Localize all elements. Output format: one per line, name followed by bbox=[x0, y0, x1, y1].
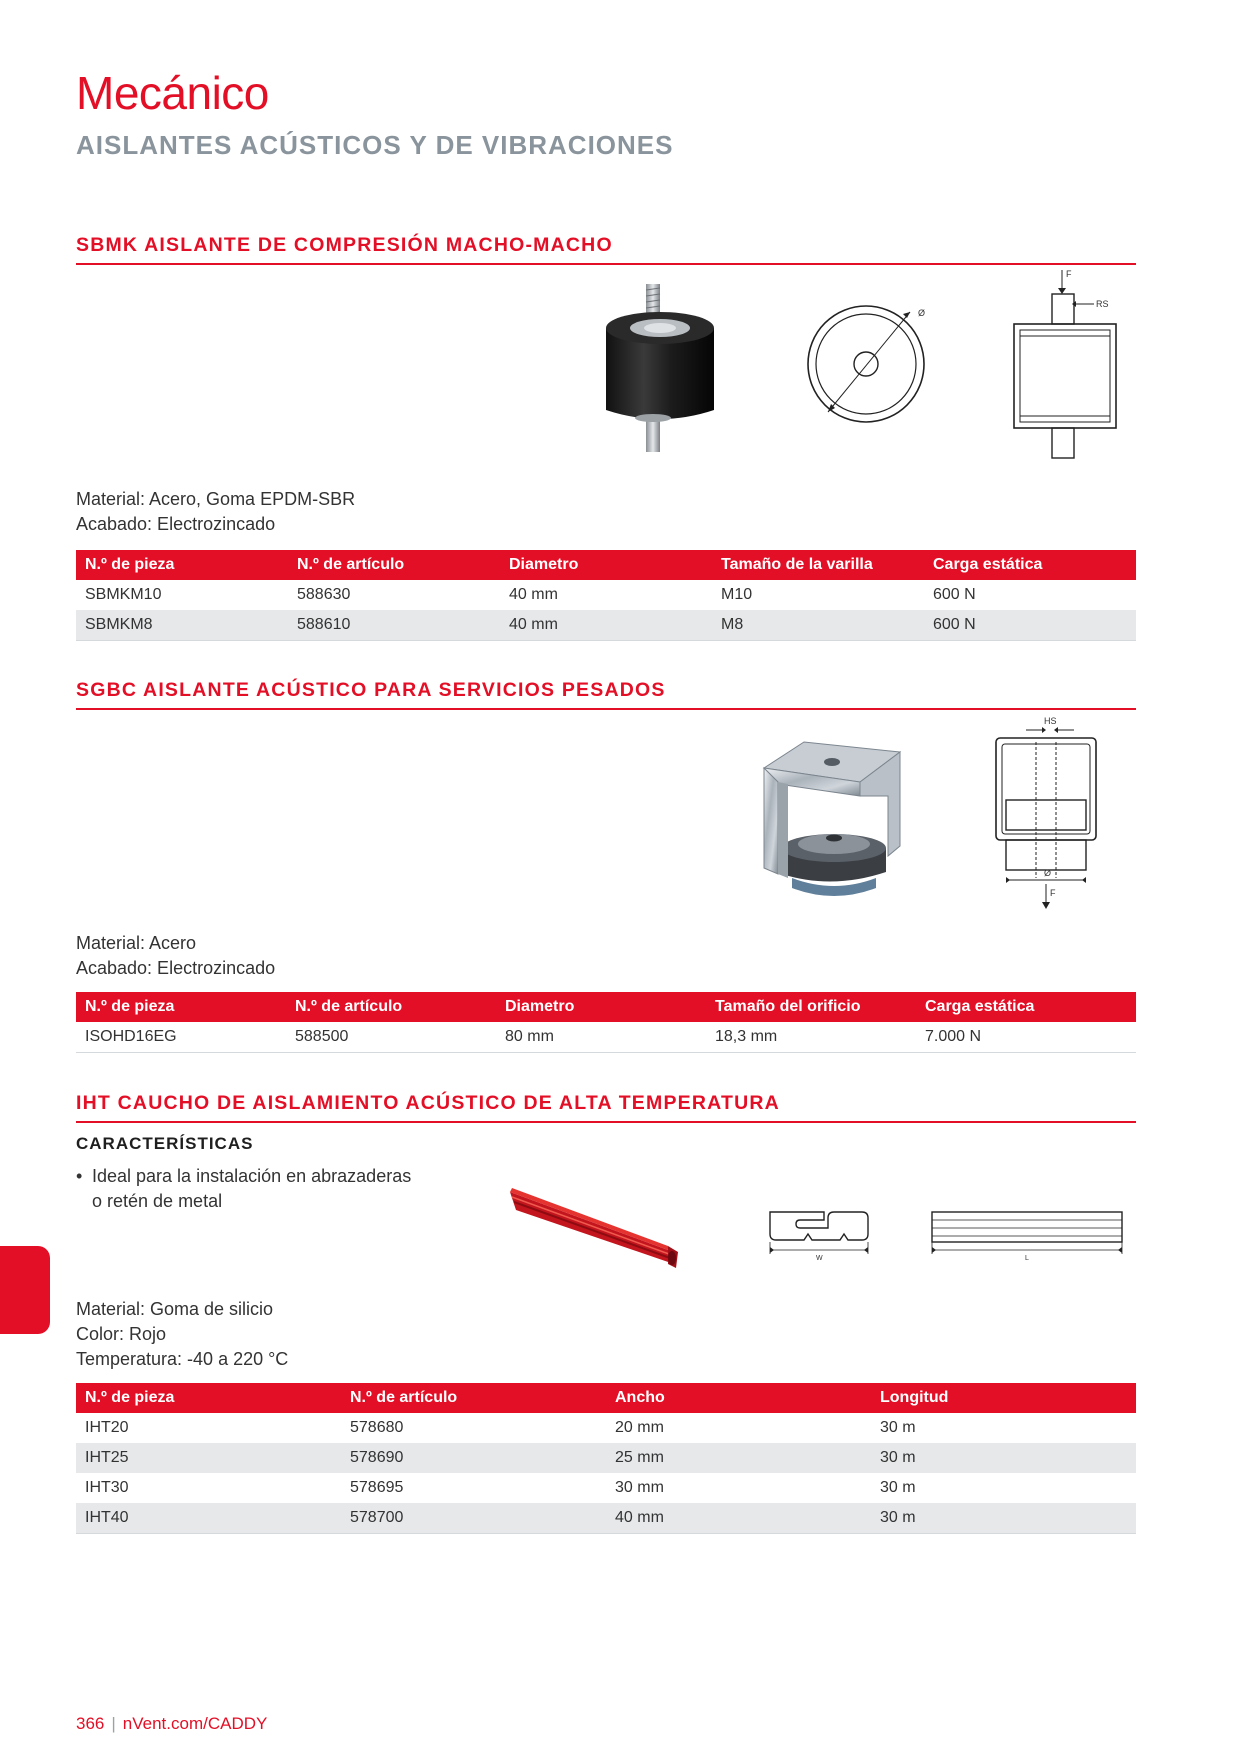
iht-spec-table bbox=[76, 1383, 1136, 1534]
table-cell: IHT20 bbox=[85, 1419, 129, 1436]
table-row bbox=[76, 1503, 1136, 1534]
column-header: N.º de artículo bbox=[286, 992, 496, 1022]
iht-width-label: W bbox=[816, 1255, 823, 1262]
column-header: N.º de artículo bbox=[341, 1383, 606, 1413]
table-cell: 578695 bbox=[350, 1479, 404, 1496]
iht-length-label: L bbox=[1025, 1255, 1029, 1262]
table-cell: 578700 bbox=[341, 1503, 606, 1534]
sbmk-spec-table bbox=[76, 550, 1136, 641]
sgbc-diameter-label: Ø bbox=[1044, 868, 1052, 878]
table-row bbox=[76, 1443, 1136, 1473]
table-cell: 588500 bbox=[286, 1022, 496, 1053]
table-cell: IHT30 bbox=[85, 1479, 129, 1496]
table-cell: IHT40 bbox=[76, 1503, 341, 1534]
column-header: Diametro bbox=[496, 992, 706, 1022]
table-cell: 588630 bbox=[297, 586, 351, 603]
iht-color: Color: Rojo bbox=[76, 1324, 167, 1344]
iht-properties bbox=[76, 1297, 288, 1372]
table-cell: 25 mm bbox=[606, 1443, 871, 1473]
table-cell: 20 mm bbox=[615, 1419, 664, 1436]
column-header: N.º de pieza bbox=[76, 550, 288, 580]
table-cell: 30 m bbox=[871, 1503, 1136, 1534]
table-cell: 30 m bbox=[880, 1479, 916, 1496]
column-header: Carga estática bbox=[924, 550, 1136, 580]
sbmk-force-label: F bbox=[1066, 269, 1072, 279]
section-heading-sbmk: SBMK AISLANTE DE COMPRESIÓN MACHO-MACHO bbox=[76, 234, 1136, 265]
table-row bbox=[76, 1473, 1136, 1503]
footer-site-link[interactable]: nVent.com/CADDY bbox=[122, 1714, 268, 1733]
table-cell: IHT25 bbox=[76, 1443, 341, 1473]
page-subtitle: AISLANTES ACÚSTICOS Y DE VIBRACIONES bbox=[76, 130, 674, 160]
sgbc-force-label: F bbox=[1050, 888, 1056, 898]
footer-separator: | bbox=[111, 1714, 116, 1733]
table-row bbox=[76, 1022, 1136, 1053]
column-header: Ancho bbox=[606, 1383, 871, 1413]
sgbc-section-drawing bbox=[990, 712, 1120, 922]
table-cell: 80 mm bbox=[496, 1022, 706, 1053]
table-cell: M8 bbox=[712, 610, 924, 641]
features-heading: CARACTERÍSTICAS bbox=[76, 1134, 254, 1153]
table-header-row bbox=[76, 992, 1136, 1022]
table-header-row bbox=[76, 1383, 1136, 1413]
table-cell: 30 m bbox=[880, 1419, 916, 1436]
table-cell: 40 mm bbox=[606, 1503, 871, 1534]
column-header: Diametro bbox=[500, 550, 712, 580]
sbmk-finish: Acabado: Electrozincado bbox=[76, 514, 276, 534]
sgbc-product-photo bbox=[752, 738, 912, 908]
page-number: 366 bbox=[76, 1714, 105, 1733]
iht-temperature: Temperatura: -40 a 220 °C bbox=[76, 1349, 289, 1369]
page-title: Mecánico bbox=[76, 67, 269, 119]
table-cell: 600 N bbox=[924, 610, 1136, 641]
column-header: N.º de artículo bbox=[288, 550, 500, 580]
sbmk-properties bbox=[76, 487, 355, 537]
column-header: N.º de pieza bbox=[76, 1383, 341, 1413]
footer bbox=[76, 1714, 267, 1734]
sgbc-material: Material: Acero bbox=[76, 933, 197, 953]
table-row bbox=[76, 610, 1136, 641]
table-cell: ISOHD16EG bbox=[76, 1022, 286, 1053]
table-cell: 578680 bbox=[350, 1419, 404, 1436]
column-header: Carga estática bbox=[916, 992, 1136, 1022]
iht-profile-drawing bbox=[764, 1206, 874, 1264]
section-heading-iht: IHT CAUCHO DE AISLAMIENTO ACÚSTICO DE ALTA TEMPERATURA bbox=[76, 1092, 1136, 1123]
sgbc-properties bbox=[76, 931, 275, 981]
chapter-tab bbox=[0, 1246, 50, 1334]
column-header: Tamaño de la varilla bbox=[712, 550, 924, 580]
feature-line: Ideal para la instalación en abrazaderas bbox=[92, 1166, 412, 1186]
iht-length-drawing bbox=[930, 1206, 1126, 1264]
sbmk-diameter-label: Ø bbox=[918, 308, 926, 318]
table-cell: 18,3 mm bbox=[706, 1022, 916, 1053]
sgbc-finish: Acabado: Electrozincado bbox=[76, 958, 276, 978]
table-cell: 578690 bbox=[341, 1443, 606, 1473]
table-header-row bbox=[76, 550, 1136, 580]
table-cell: 30 m bbox=[871, 1443, 1136, 1473]
table-cell: M10 bbox=[721, 586, 753, 603]
table-row bbox=[76, 1413, 1136, 1443]
table-cell: 588610 bbox=[288, 610, 500, 641]
table-cell: 30 mm bbox=[615, 1479, 664, 1496]
sbmk-side-view-drawing bbox=[1000, 268, 1150, 460]
sbmk-rod-size-label: RS bbox=[1096, 299, 1109, 309]
table-cell: 7.000 N bbox=[916, 1022, 1136, 1053]
iht-product-photo bbox=[508, 1188, 678, 1272]
sgbc-hs-label: HS bbox=[1044, 716, 1057, 726]
sbmk-top-view-drawing bbox=[806, 300, 946, 430]
table-cell: 40 mm bbox=[500, 610, 712, 641]
section-heading-sgbc: SGBC AISLANTE ACÚSTICO PARA SERVICIOS PESADOS bbox=[76, 679, 1136, 710]
column-header: Longitud bbox=[871, 1383, 1136, 1413]
sbmk-material: Material: Acero, Goma EPDM-SBR bbox=[76, 489, 356, 509]
bullet-dot: • bbox=[76, 1166, 83, 1186]
table-cell: 600 N bbox=[933, 586, 976, 603]
table-cell: 40 mm bbox=[509, 586, 558, 603]
feature-line: o retén de metal bbox=[92, 1191, 223, 1211]
sbmk-product-photo bbox=[600, 282, 720, 454]
table-cell: SBMKM10 bbox=[85, 586, 162, 603]
column-header: Tamaño del orificio bbox=[706, 992, 916, 1022]
table-cell: SBMKM8 bbox=[76, 610, 288, 641]
sgbc-spec-table bbox=[76, 992, 1136, 1053]
table-row bbox=[76, 580, 1136, 610]
column-header: N.º de pieza bbox=[76, 992, 286, 1022]
iht-material: Material: Goma de silicio bbox=[76, 1299, 274, 1319]
